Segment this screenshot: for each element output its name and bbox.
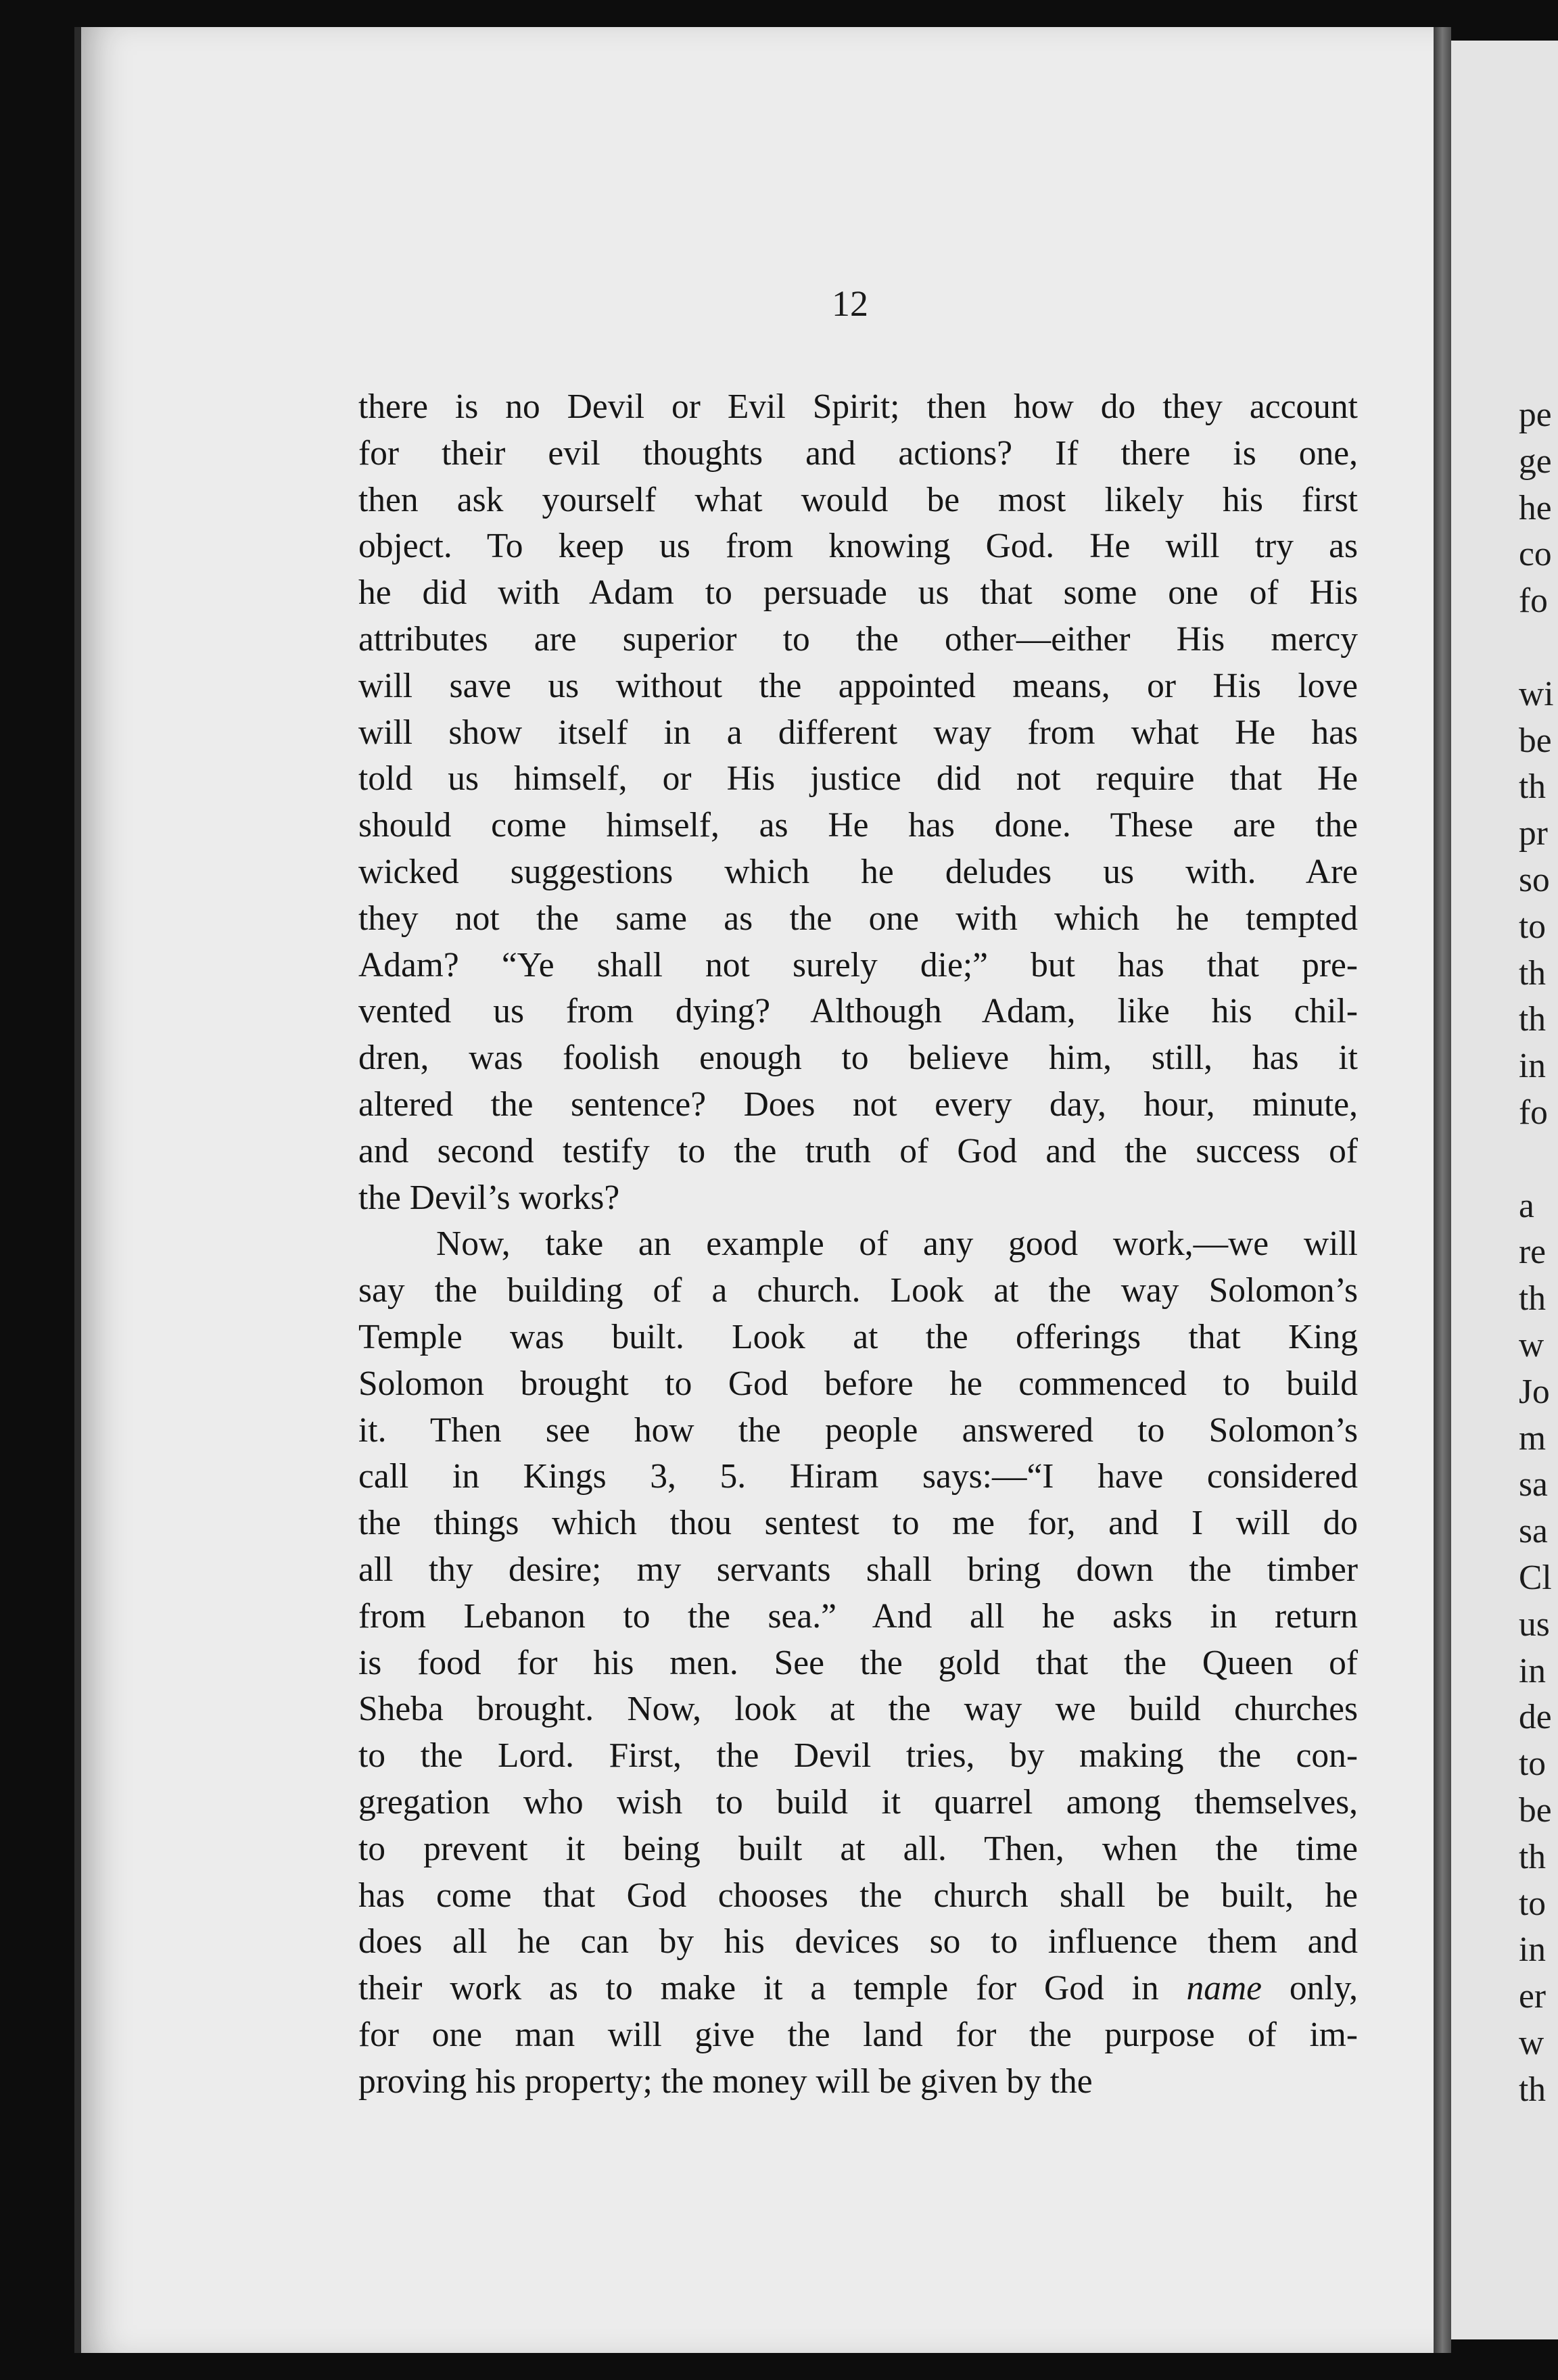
facing-page-fragment: Cl: [1519, 1558, 1552, 1597]
facing-page-fragment: th: [1519, 1837, 1547, 1876]
facing-page-fragment: fo: [1519, 581, 1548, 621]
text-line: Temple was built. Look at the offerings that King: [358, 1317, 1358, 1356]
facing-page-fragment: to: [1519, 1744, 1547, 1784]
text-line: object. To keep us from knowing God. He will try as: [358, 527, 1358, 566]
facing-page-fragment: th: [1519, 1000, 1547, 1039]
text-line: has come that God chooses the church shall be built, he: [358, 1876, 1358, 1915]
facing-page-fragment: to: [1519, 907, 1547, 946]
text-line: altered the sentence? Does not every day, hour, minute,: [358, 1085, 1358, 1124]
facing-page-fragment: pr: [1519, 814, 1548, 853]
facing-page-fragment: a: [1519, 1186, 1534, 1225]
facing-page-fragment: sa: [1519, 1465, 1548, 1504]
text-line: it. Then see how the people answered to Solomon’s: [358, 1410, 1358, 1450]
text-line: call in Kings 3, 5. Hiram says:—“I have considered: [358, 1457, 1358, 1496]
text-line: dren, was foolish enough to believe him, still, has it: [358, 1039, 1358, 1078]
facing-page-fragment: co: [1519, 535, 1552, 574]
text-line: Now, take an example of any good work,—we will: [436, 1224, 1358, 1264]
facing-page-fragment: to: [1519, 1884, 1547, 1923]
text-line: all thy desire; my servants shall bring down the timber: [358, 1550, 1358, 1589]
facing-page-text-fragments: [1519, 392, 1554, 2113]
text-line: should come himself, as He has done. These are the: [358, 806, 1358, 845]
text-line: for one man will give the land for the purpose of im-: [358, 2015, 1358, 2054]
facing-page-fragment: fo: [1519, 1093, 1548, 1132]
text-line: does all he can by his devices so to influence them and: [358, 1922, 1358, 1961]
text-line: proving his property; the money will be given by the: [358, 2062, 1093, 2101]
facing-page-fragment: wi: [1519, 674, 1554, 713]
facing-page-fragment: [1519, 625, 1554, 671]
text-line: Solomon brought to God before he commenced to build: [358, 1364, 1358, 1403]
text-line: is food for his men. See the gold that the Queen of: [358, 1643, 1358, 1682]
facing-page-fragment: [1519, 1137, 1554, 1183]
text-line: the Devil’s works?: [358, 1178, 620, 1217]
text-line: will show itself in a different way from what He has: [358, 713, 1358, 752]
facing-page-fragment: sa: [1519, 1512, 1548, 1551]
text-line: from Lebanon to the sea.” And all he asks in return: [358, 1596, 1358, 1636]
text-line: there is no Devil or Evil Spirit; then how do they account: [358, 387, 1358, 426]
facing-page-fragment: w: [1519, 1325, 1544, 1364]
text-line: they not the same as the one with which he tempted: [358, 899, 1358, 938]
facing-page-fragment: so: [1519, 860, 1550, 899]
facing-page-fragment: in: [1519, 1651, 1547, 1690]
text-line: the things which thou sentest to me for, and I will do: [358, 1504, 1358, 1543]
facing-page-fragment: er: [1519, 1977, 1547, 2016]
facing-page-fragment: in: [1519, 1047, 1547, 1086]
text-line: to the Lord. First, the Devil tries, by making the con-: [358, 1736, 1358, 1776]
facing-page-fragment: he: [1519, 488, 1552, 527]
facing-page-fragment: w: [1519, 2023, 1544, 2062]
facing-page-fragment: re: [1519, 1233, 1547, 1272]
facing-page-fragment: ge: [1519, 442, 1552, 481]
text-line: say the building of a church. Look at the way Solomon’s: [358, 1271, 1358, 1310]
text-line: told us himself, or His justice did not require that He: [358, 759, 1358, 799]
book-gutter: [1434, 27, 1451, 2353]
text-line: then ask yourself what would be most likely his first: [358, 480, 1358, 519]
text-line: attributes are superior to the other—either His mercy: [358, 619, 1358, 659]
text-line: vented us from dying? Although Adam, like his chil-: [358, 992, 1358, 1031]
facing-page-fragment: us: [1519, 1604, 1550, 1644]
facing-page-fragment: be: [1519, 721, 1552, 760]
page-number: 12: [832, 283, 868, 324]
text-line: Adam? “Ye shall not surely die;” but has that pre-: [358, 945, 1358, 984]
facing-page-fragment: pe: [1519, 396, 1552, 434]
text-line: to prevent it being built at all. Then, when the time: [358, 1829, 1358, 1868]
text-line: for their evil thoughts and actions? If there is one,: [358, 433, 1358, 473]
text-line: Sheba brought. Now, look at the way we build churches: [358, 1690, 1358, 1729]
text-line: their work as to make it a temple for God in name only,: [358, 1969, 1358, 2008]
facing-page-fragment: de: [1519, 1698, 1552, 1737]
text-line: he did with Adam to persuade us that some one of His: [358, 573, 1358, 613]
page-body-text: [358, 384, 1358, 2105]
facing-page-fragment: be: [1519, 1790, 1552, 1830]
facing-page-fragment: Jo: [1519, 1372, 1550, 1411]
text-line: will save us without the appointed means, or His love: [358, 666, 1358, 705]
facing-page-fragment: th: [1519, 953, 1547, 993]
text-line: and second testify to the truth of God and the success of: [358, 1131, 1358, 1170]
text-line: wicked suggestions which he deludes us with. Are: [358, 852, 1358, 891]
facing-page-fragment: in: [1519, 1930, 1547, 1970]
facing-page-fragment: th: [1519, 767, 1547, 807]
facing-page-fragment: m: [1519, 1419, 1547, 1458]
facing-page-fragment: th: [1519, 2070, 1547, 2109]
text-line: gregation who wish to build it quarrel among themselves,: [358, 1782, 1358, 1822]
facing-page-fragment: th: [1519, 1279, 1547, 1318]
